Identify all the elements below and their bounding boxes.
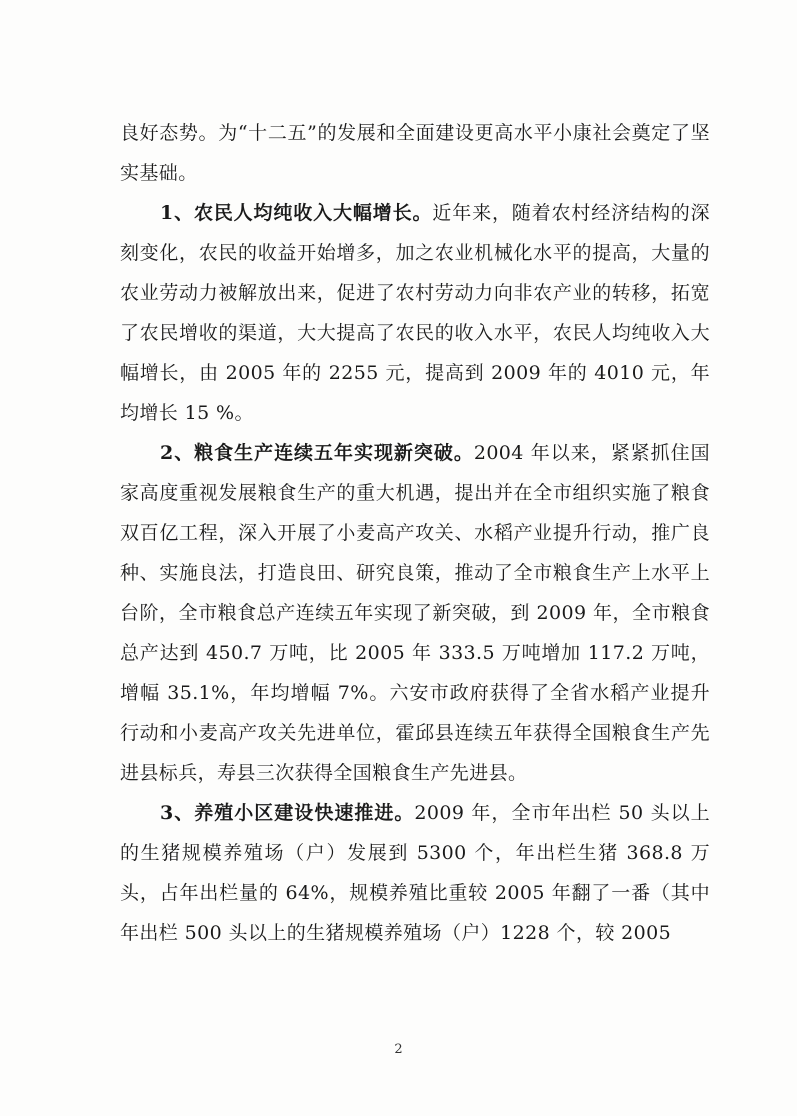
page-number: 2 — [394, 1042, 403, 1057]
paragraph-breeding-zones — [120, 793, 710, 953]
paragraph-body: 2004 年以来，紧紧抓住国家高度重视发展粮食生产的重大机遇，提出并在全市组织实施了粮食双百亿工程，深入开展了小麦高产攻关、水稻产业提升行动，推广良种、实施良法，打造良田、研究良策，推动了全市粮食生产上水平上台阶，全市粮食总产连续五年实现了新突破，到 2009 年，全市粮食总产达到 450.7 万吨，比 2005 年 333.5 万吨增加 117.2 万吨，增幅 35.1%，年均增幅 7%。六安市政府获得了全省水稻产业提升行动和小麦高产攻关先进单位，霍邱县连续五年获得全国粮食生产先进县标兵，寿县三次获得全国粮食生产先进县。 — [120, 442, 710, 784]
paragraph-heading: 1、农民人均纯收入大幅增长。 — [160, 202, 433, 224]
paragraph-farmer-income — [120, 193, 710, 433]
paragraph-body: 2009 年，全市年出栏 50 头以上的生猪规模养殖场（户）发展到 5300 个，年出栏生猪 368.8 万头，占年出栏量的 64%，规模养殖比重较 2005 年翻了一番（其中年出栏 500 头以上的生猪规模养殖场（户）1228 个，较 2005 — [120, 802, 711, 944]
paragraph-body: 良好态势。为“十二五”的发展和全面建设更高水平小康社会奠定了坚实基础。 — [120, 122, 710, 184]
paragraph-heading: 3、养殖小区建设快速推进。 — [160, 802, 415, 824]
paragraph-body: 近年来，随着农村经济结构的深刻变化，农民的收益开始增多，加之农业机械化水平的提高，大量的农业劳动力被解放出来，促进了农村劳动力向非农产业的转移，拓宽了农民增收的渠道，大大提高了农民的收入水平，农民人均纯收入大幅增长，由 2005 年的 2255 元，提高到 2009 年的 4010 元，年均增长 15 %。 — [120, 202, 710, 424]
paragraph-continuation — [120, 113, 710, 193]
paragraph-grain-production — [120, 433, 710, 793]
body-text — [120, 113, 710, 953]
paragraph-heading: 2、粮食生产连续五年实现新突破。 — [160, 442, 474, 464]
